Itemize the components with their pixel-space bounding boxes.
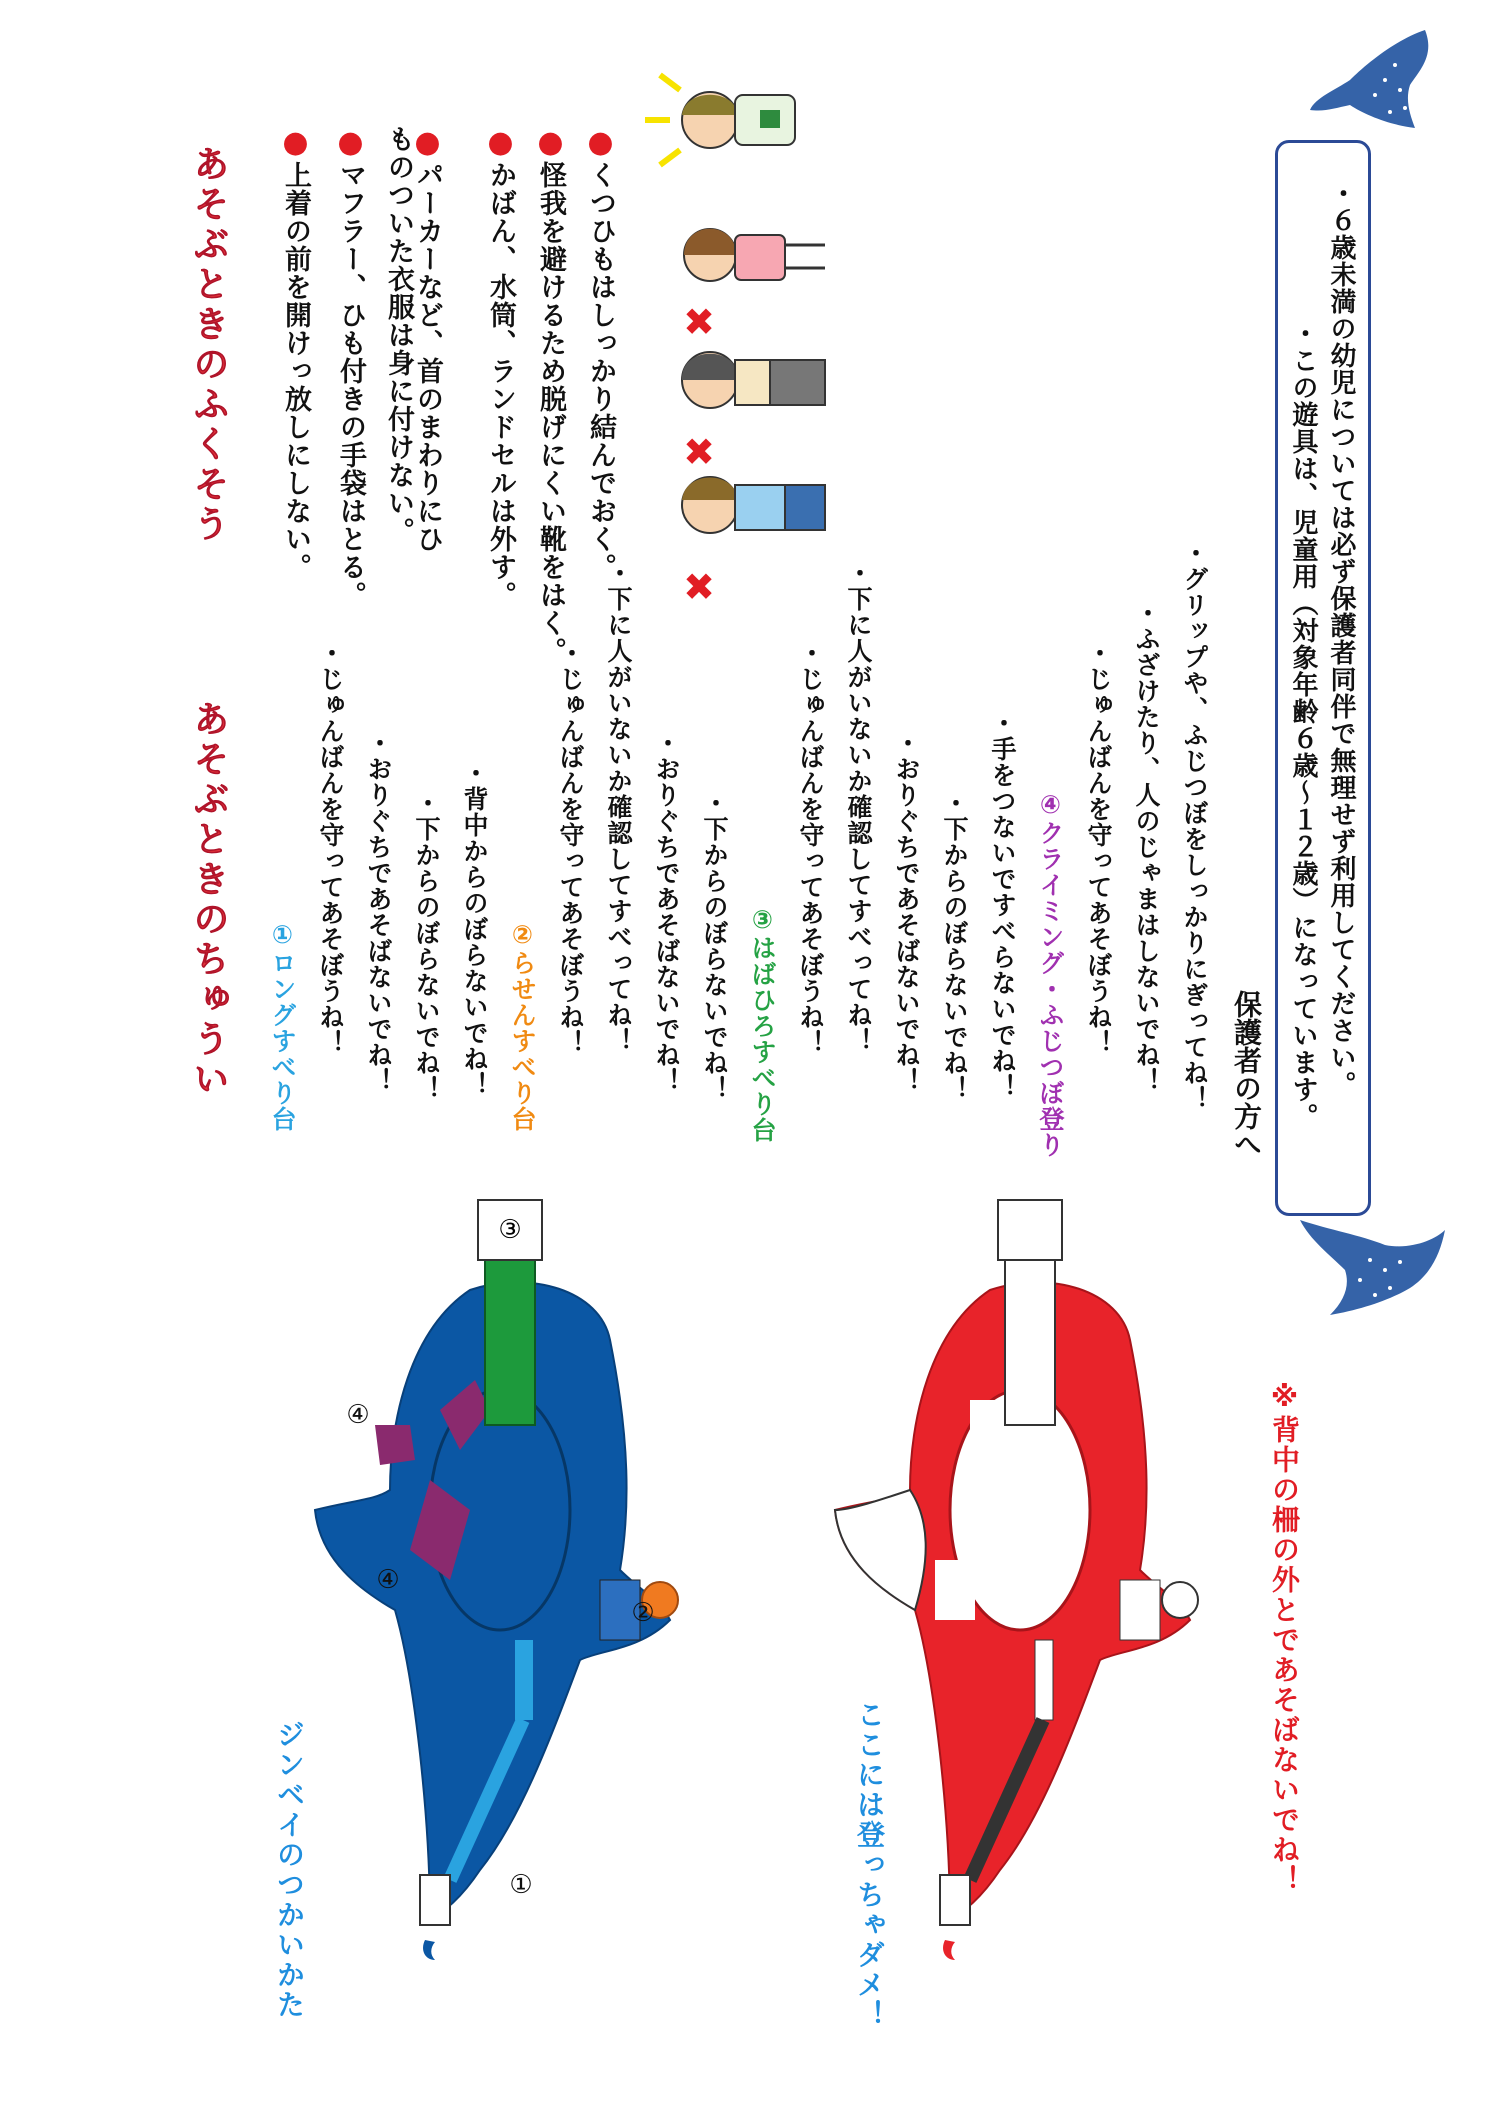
clothing-item: ●上着の前を開けっ放しにしない。 xyxy=(278,125,313,581)
whaleshark-deco-top-icon xyxy=(1305,20,1445,135)
caution-line: ・じゅんばんを守ってあそぼうね！ xyxy=(556,640,585,1056)
section-heading-wide-slide: ③はばひろすべり台 xyxy=(748,905,777,1143)
cross-icon: ✖ xyxy=(677,300,721,344)
diagram-label-1: ① xyxy=(506,1870,536,1900)
clothing-item: ●マフラー、ひも付きの手袋はとる。 xyxy=(333,125,368,609)
section-heading-long-slide: ①ロングすべり台 xyxy=(268,920,297,1132)
caution-line: ・おりぐちであそばないでね！ xyxy=(652,730,681,1094)
caution-line: ・手をつないですべらないでね！ xyxy=(988,710,1017,1100)
clothing-item: ●怪我を避けるため脱げにくい靴をはく。 xyxy=(533,125,568,665)
diagram-label-4a: ④ xyxy=(343,1400,373,1430)
back-fence-warning: ※背中の柵の外とであそばないでね！ xyxy=(1268,1380,1301,1895)
bullet-dot-icon: ● xyxy=(483,125,518,161)
caution-line: ・下からのぼらないでね！ xyxy=(700,790,729,1102)
caution-line: ・背中からのぼらないでね！ xyxy=(460,760,489,1098)
section-heading-spiral-slide: ②らせんすべり台 xyxy=(508,920,537,1132)
clothing-title: あそぶときのふくそう xyxy=(188,145,229,545)
caution-line: ・下からのぼらないでね！ xyxy=(940,790,969,1102)
clothing-item: ●かばん、水筒、ランドセルは外す。 xyxy=(483,125,518,609)
caution-line: ・おりぐちであそばないでね！ xyxy=(892,730,921,1094)
parents-note: ・６歳未満の幼児については必ず保護者同伴で無理せず利用してください。 xyxy=(1326,180,1356,1098)
caution-line: ・ふざけたり、人のじゃまはしないでね！ xyxy=(1132,600,1161,1094)
diagram-label-4b: ④ xyxy=(373,1565,403,1595)
bullet-dot-icon: ● xyxy=(278,125,313,161)
diagram-title: ジンベイのつかいかた xyxy=(273,1720,306,2020)
clothing-item: ●くつひもはしっかり結んでおく。 xyxy=(583,125,618,581)
parents-note: ・この遊具は、児童用（対象年齢６歳〜１２歳）になっています。 xyxy=(1288,320,1318,1130)
caution-line: ・下に人がいないか確認してすべってね！ xyxy=(844,560,873,1054)
child-girl-icon xyxy=(684,229,825,281)
caution-line: ・じゅんばんを守ってあそぼうね！ xyxy=(1084,640,1113,1056)
caution-line: ・グリップや、ふじつぼをしっかりにぎってね！ xyxy=(1180,540,1209,1112)
diagram-label-3: ③ xyxy=(498,1215,522,1245)
cross-icon: ✖ xyxy=(677,430,721,474)
bullet-dot-icon: ● xyxy=(410,125,445,161)
bullet-dot-icon: ● xyxy=(583,125,618,161)
child-ok-icon xyxy=(645,75,795,165)
section-heading-climbing: ④クライミング・ふじつぼ登り xyxy=(1036,790,1065,1158)
cross-icon: ✖ xyxy=(677,565,721,609)
caution-line: ・下からのぼらないでね！ xyxy=(412,790,441,1102)
child-scarf-icon xyxy=(682,352,825,408)
red-whale-diagram xyxy=(820,1180,1240,2000)
diagram-label-2: ② xyxy=(628,1598,658,1628)
caution-line: ・下に人がいないか確認してすべってね！ xyxy=(604,560,633,1054)
children-illustration xyxy=(640,70,840,590)
bullet-dot-icon: ● xyxy=(533,125,568,161)
whaleshark-deco-bottom-icon xyxy=(1290,1200,1450,1320)
parents-heading: 保護者の方へ xyxy=(1230,990,1263,1158)
caution-line: ・おりぐちであそばないでね！ xyxy=(364,730,393,1094)
caution-title: あそぶときのちゅうい xyxy=(188,700,229,1100)
clothing-item: ●パーカーなど、首のまわりにひものついた衣服は身に付けない。 xyxy=(383,125,445,553)
caution-line: ・じゅんばんを守ってあそぼうね！ xyxy=(316,640,345,1056)
child-bag-icon xyxy=(682,477,825,533)
climb-warning: ここには登っちゃダメ！ xyxy=(853,1700,886,2030)
bullet-dot-icon: ● xyxy=(333,125,368,161)
caution-line: ・じゅんばんを守ってあそぼうね！ xyxy=(796,640,825,1056)
